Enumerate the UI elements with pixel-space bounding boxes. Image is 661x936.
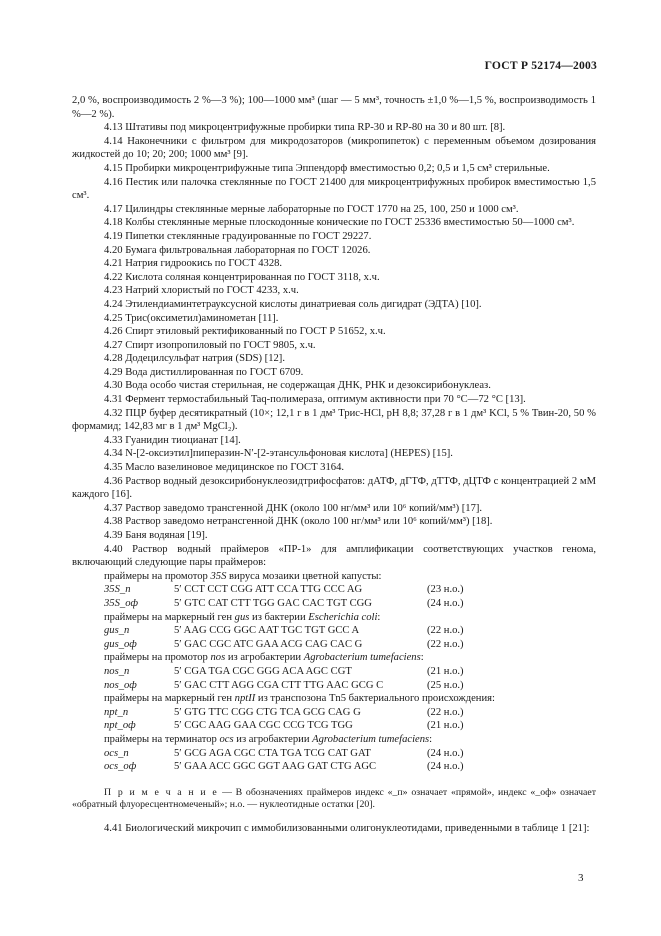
primer-seq: 5′ GCG AGA CGC CTA TGA TCG CAT GAT [174, 747, 371, 759]
paragraph: 4.21 Натрия гидроокись по ГОСТ 4328. [104, 258, 283, 270]
primer-seq: 5′ GAA ACC GGC GGT AAG GAT CTG AGC [174, 761, 377, 773]
paragraph: 4.25 Трис(оксиметил)аминометан [11]. [104, 312, 279, 324]
primer-len: (22 н.о.) [427, 625, 464, 637]
paragraph-list [72, 94, 596, 570]
primer-row [72, 665, 596, 679]
primer-row [72, 719, 596, 733]
paragraph: 4.31 Фермент термостабильный Taq-полимераза, оптимум активности при 70 °С—72 °С [13]. [104, 394, 526, 406]
primer-seq: 5′ CCT CCT CGG ATT CCA TTG CCC AG [174, 584, 363, 596]
paragraph: 4.15 Пробирки микроцентрифужные типа Эппендорф вместимостью 0,2; 0,5 и 1,5 см³ стерильные. [104, 162, 550, 174]
paragraph: 4.20 Бумага фильтровальная лабораторная по ГОСТ 12026. [104, 244, 371, 256]
paragraph: 4.29 Вода дистиллированная по ГОСТ 6709. [104, 366, 304, 378]
primer-len: (22 н.о.) [427, 706, 464, 718]
primer-group-title: праймеры на терминатор ocs из агробактерии Agrobacterium tumefaciens: [104, 733, 433, 745]
primer-seq: 5′ GAC CTT AGG CGA CTT TTG AAC GCG C [174, 679, 384, 691]
primer-len: (23 н.о.) [427, 584, 464, 596]
paragraph: 4.16 Пестик или палочка стеклянные по ГОСТ 21400 для микроцентрифужных пробирок вместимостью 1,5 см³. [72, 176, 596, 202]
paragraph: 4.27 Спирт изопропиловый по ГОСТ 9805, х.ч. [104, 339, 316, 351]
primer-group-title: праймеры на маркерный ген gus из бактерии Escherichia coli: [104, 611, 381, 623]
primer-row [72, 679, 596, 693]
primer-name: ocs_п [104, 747, 129, 759]
note [72, 787, 596, 813]
note-text: — В обозначениях праймеров индекс «_п» означает «прямой», индекс «_оф» означает «обратный флуоресцентномеченый»; н.о. — нуклеотидные остатки [20]. [72, 786, 597, 811]
note-label: П р и м е ч а н и е [104, 786, 219, 798]
paragraph: 4.35 Масло вазелиновое медицинское по ГОСТ 3164. [104, 462, 345, 474]
primer-seq: 5′ CGA TGA CGC GGG ACA AGC CGT [174, 665, 352, 677]
primer-row [72, 624, 596, 638]
primer-group-title: праймеры на промотор 35S вируса мозаики цветной капусты: [104, 570, 382, 582]
primer-name: 35S_п [104, 584, 131, 596]
paragraph: 4.33 Гуанидин тиоцианат [14]. [104, 434, 241, 446]
primer-name: nos_оф [104, 679, 137, 691]
primer-seq: 5′ AAG CCG GGC AAT TGC TGT GCC A [174, 625, 360, 637]
primer-row [72, 760, 596, 774]
paragraph: 4.30 Вода особо чистая стерильная, не содержащая ДНК, РНК и дезоксирибонуклеаз. [104, 380, 491, 392]
paragraph: 4.38 Раствор заведомо нетрансгенной ДНК (около 100 нг/мм³ или 10⁶ копий/мм³) [18]. [104, 516, 493, 528]
paragraph: 4.39 Баня водяная [19]. [104, 530, 208, 541]
paragraph: 4.26 Спирт этиловый ректификованный по ГОСТ Р 51652, х.ч. [104, 326, 386, 338]
primer-name: npt_п [104, 706, 129, 718]
paragraph: 4.24 Этилендиаминтетрауксусной кислоты динатриевая соль дигидрат (ЭДТА) [10]. [104, 298, 482, 310]
primer-seq: 5′ GTC CAT CTT TGG GAC CAC TGT CGG [174, 597, 372, 609]
document-body [72, 94, 596, 836]
paragraph: 4.40 Раствор водный праймеров «ПР-1» для амплификации соответствующих участков генома, включающий следующие пары праймеров: [72, 543, 596, 569]
primer-name: gus_п [104, 625, 130, 637]
primer-len: (25 н.о.) [427, 679, 464, 691]
paragraph-4-41: 4.41 Биологический микрочип с иммобилизованными олигонуклеотидами, приведенными в таблице 1 [21]: [104, 823, 590, 835]
primer-row [72, 706, 596, 720]
paragraph: 2,0 %, воспроизводимость 2 %—3 %); 100—1000 мм³ (шаг — 5 мм³, точность ±1,0 %—1,5 %, воспроизводимость 1 %—2 %). [72, 95, 596, 120]
primer-group-title: праймеры на промотор nos из агробактерии Agrobacterium tumefaciens: [104, 652, 424, 664]
paragraph: 4.28 Додецилсульфат натрия (SDS) [12]. [104, 353, 285, 365]
paragraph: 4.23 Натрий хлористый по ГОСТ 4233, х.ч. [104, 285, 299, 297]
primer-seq: 5′ GTG TTC CGG CTG TCA GCG CAG G [174, 706, 361, 718]
paragraph: 4.36 Раствор водный дезоксирибонуклеозидтрифосфатов: дАТФ, дГТФ, дТТФ, дЦТФ с концентрацией 2 мМ каждого [16]. [72, 475, 596, 501]
primer-len: (24 н.о.) [427, 747, 464, 759]
primer-name: npt_оф [104, 720, 136, 732]
document-header: ГОСТ Р 52174—2003 [484, 59, 597, 72]
paragraph: 4.22 Кислота соляная концентрированная по ГОСТ 3118, х.ч. [104, 271, 380, 283]
paragraph: 4.14 Наконечники с фильтром для микродозаторов (микропипеток) с переменным объемом дозирования жидкостей до 10; 20; 200; 1000 мм³ [9]. [72, 135, 596, 161]
paragraph: 4.18 Колбы стеклянные мерные плоскодонные конические по ГОСТ 25336 вместимостью 50—1000 см³. [104, 217, 575, 229]
paragraph: 4.19 Пипетки стеклянные градуированные по ГОСТ 29227. [104, 230, 372, 242]
primer-name: 35S_оф [104, 597, 139, 609]
primer-row [72, 747, 596, 761]
primer-row [72, 583, 596, 597]
primer-row [72, 638, 596, 652]
primer-name: gus_оф [104, 638, 137, 650]
paragraph: 4.13 Штативы под микроцентрифужные пробирки типа RP-30 и RP-80 на 30 и 80 шт. [8]. [104, 122, 506, 134]
page-number: 3 [578, 872, 584, 884]
primer-seq: 5′ GAC CGC ATC GAA ACG CAG CAC G [174, 638, 363, 650]
primer-len: (24 н.о.) [427, 761, 464, 773]
primer-name: nos_п [104, 665, 130, 677]
primer-name: ocs_оф [104, 761, 137, 773]
paragraph: 4.17 Цилиндры стеклянные мерные лабораторные по ГОСТ 1770 на 25, 100, 250 и 1000 см³. [104, 203, 519, 215]
primer-len: (24 н.о.) [427, 597, 464, 609]
primer-len: (22 н.о.) [427, 638, 464, 650]
primer-row [72, 597, 596, 611]
primer-len: (21 н.о.) [427, 720, 464, 732]
primer-seq: 5′ CGC AAG GAA CGC CCG TCG TGG [174, 720, 353, 732]
primer-len: (21 н.о.) [427, 665, 464, 677]
paragraph: 4.37 Раствор заведомо трансгенной ДНК (около 100 нг/мм³ или 10⁶ копий/мм³) [17]. [104, 502, 483, 514]
primer-list [72, 570, 596, 774]
paragraph: 4.34 N-[2-оксиэтил]пиперазин-N′-[2-этансульфоновая кислота] (HEPES) [15]. [104, 448, 453, 460]
paragraph: 4.32 ПЦР буфер десятикратный (10×; 12,1 г в 1 дм³ Трис-HCl, pH 8,8; 37,28 г в 1 дм³ KCl, 5 % Твин-20, 50 % формамид; 142,83 мг в 1 дм³ MgCl₂). [72, 407, 596, 433]
primer-group-title: праймеры на маркерный ген nptII из транспозона Tn5 бактериального происхождения: [104, 693, 495, 705]
